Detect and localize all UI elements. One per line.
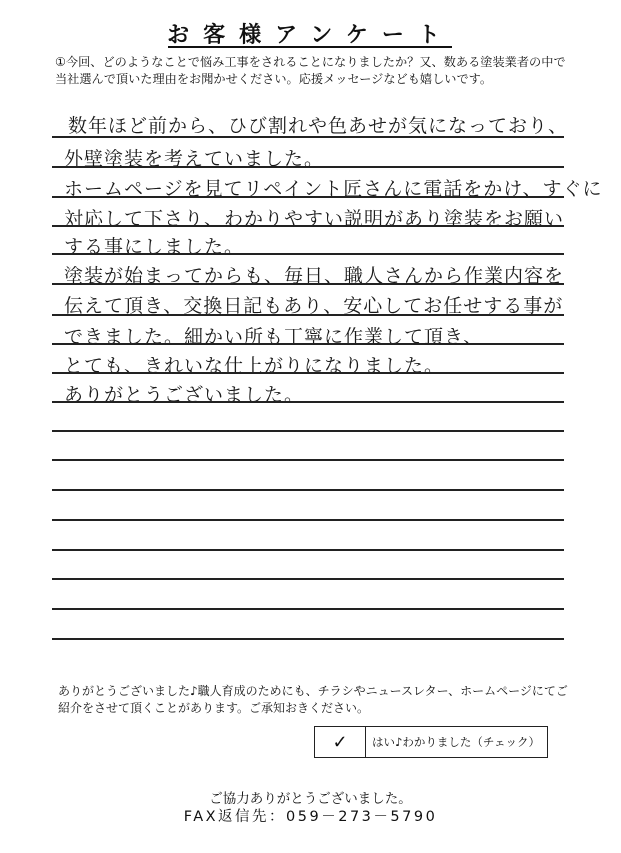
thanks-text: ご協力ありがとうございました。 — [209, 791, 412, 807]
ruled-line — [52, 136, 564, 138]
ruled-line — [52, 401, 564, 403]
ruled-line — [52, 314, 564, 316]
ruled-line — [52, 489, 564, 491]
ruled-line — [52, 166, 564, 168]
answer-line: 数年ほど前から、ひび割れや色あせが気になっており、 — [68, 115, 569, 137]
consent-label: はい♪わかりました（チェック） — [372, 735, 540, 749]
answer-line: 塗装が始まってからも、毎日、職人さんから作業内容を — [64, 265, 565, 287]
ruled-line — [52, 343, 564, 345]
ruled-line — [52, 519, 564, 521]
answer-line: ホームページを見てリペイント匠さんに電話をかけ、すぐに — [64, 178, 603, 200]
answer-line: とても、きれいな仕上がりになりました。 — [64, 355, 445, 377]
ruled-line — [52, 196, 564, 198]
fax-number: FAX返信先：059－273－5790 — [183, 809, 438, 825]
answer-line: 伝えて頂き、交換日記もあり、安心してお任せする事が — [64, 295, 564, 317]
form-title: お客様アンケート — [167, 23, 454, 48]
ruled-line — [52, 372, 564, 374]
checkmark-icon[interactable]: ✓ — [315, 727, 366, 757]
ruled-line — [52, 608, 564, 610]
answer-line: 外壁塗装を考えていました。 — [64, 148, 325, 170]
answer-line: する事にしました。 — [64, 236, 245, 258]
publication-consent-note: ありがとうございました♪職人育成のためにも、チラシやニュースレター、ホームページにてご紹介をさせて頂くことがあります。ご承知おきください。 — [58, 684, 568, 715]
ruled-line — [52, 283, 564, 285]
ruled-line — [52, 459, 564, 461]
answer-line: ありがとうございました。 — [64, 384, 305, 406]
ruled-line — [52, 549, 564, 551]
answer-line: できました。細かい所も丁寧に作業して頂き、 — [64, 326, 484, 348]
consent-checkbox-row[interactable] — [314, 726, 548, 758]
ruled-line — [52, 430, 564, 432]
ruled-line — [52, 578, 564, 580]
answer-line: 対応して下さり、わかりやすい説明があり塗装をお願い — [64, 208, 565, 230]
question-text: ①今回、どのようなことで悩み工事をされることになりましたか？又、数ある塗装業者の中で当社選んで頂いた理由をお聞かせください。応援メッセージなども嬉しいです。 — [55, 55, 566, 86]
ruled-line — [52, 225, 564, 227]
ruled-line — [52, 638, 564, 640]
ruled-line — [52, 253, 564, 255]
